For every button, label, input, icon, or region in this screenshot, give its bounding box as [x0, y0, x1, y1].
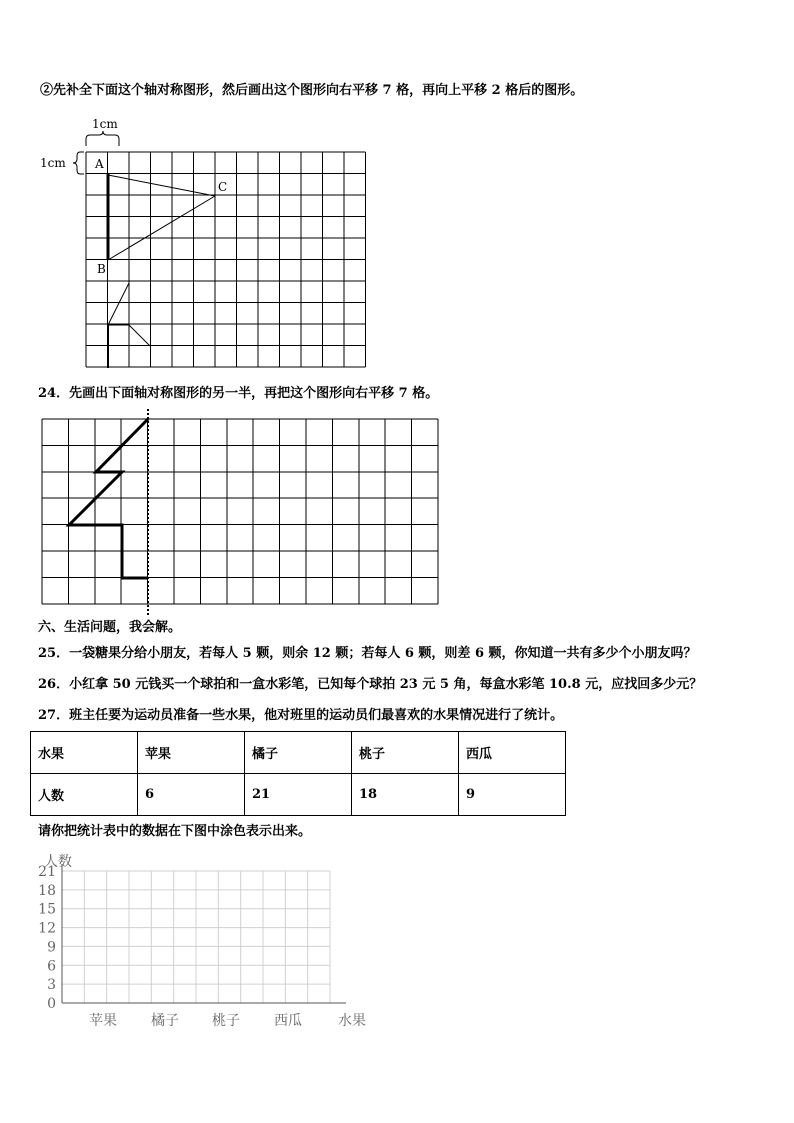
y-tick-label: 15	[38, 901, 56, 918]
table-cell: 6	[138, 774, 245, 816]
point-a-label: A	[95, 157, 104, 171]
chart-x-axis-label: 水果	[338, 1013, 366, 1029]
q27-text: 27．班主任要为运动员准备一些水果，他对班里的运动员们最喜欢的水果情况进行了统计。	[38, 708, 564, 723]
y-tick-label: 12	[38, 920, 56, 937]
chart-y-ticks	[38, 864, 56, 1012]
y-tick-label: 18	[38, 882, 56, 899]
x-category-label: 苹果	[89, 1013, 117, 1029]
table-cell: 18	[352, 774, 459, 816]
section6-heading: 六、生活问题，我会解。	[38, 620, 182, 635]
table-cell: 西瓜	[459, 732, 566, 774]
x-category-label: 橘子	[151, 1013, 179, 1029]
chart-y-axis-label: 人数	[44, 854, 72, 870]
x-category-label: 西瓜	[274, 1013, 302, 1029]
y-tick-label: 3	[47, 977, 56, 994]
y-tick-label: 9	[47, 939, 56, 956]
table-cell: 人数	[31, 774, 138, 816]
q26-text: 26．小红拿 50 元钱买一个球拍和一盒水彩笔，已知每个球拍 23 元 5 角，每盒水彩笔 10.8 元，应找回多少元？	[38, 677, 703, 692]
q25-text: 25．一袋糖果分给小朋友，若每人 5 颗，则余 12 颗；若每人 6 颗，则差 6 颗，你知道一共有多少个小朋友吗？	[38, 646, 697, 661]
table-cell: 橘子	[245, 732, 352, 774]
chart-grid	[62, 865, 346, 1003]
table-cell: 苹果	[138, 732, 245, 774]
y-tick-label: 6	[47, 958, 56, 975]
x-category-label: 桃子	[212, 1013, 240, 1029]
y-tick-label: 21	[38, 864, 56, 880]
point-b-label: B	[97, 262, 106, 276]
chart-categories	[89, 1012, 302, 1029]
scale-label-vertical: 1cm	[40, 156, 66, 170]
q27-instruction: 请你把统计表中的数据在下图中涂色表示出来。	[38, 824, 312, 839]
table-cell: 桃子	[352, 732, 459, 774]
table-cell: 21	[245, 774, 352, 816]
y-tick-label: 0	[47, 996, 56, 1012]
table-cell: 9	[459, 774, 566, 816]
q24-text: 24．先画出下面轴对称图形的另一半，再把这个图形向右平移 7 格。	[38, 386, 439, 401]
scale-label-horizontal: 1cm	[92, 117, 118, 131]
q23-text: ②先补全下面这个轴对称图形，然后画出这个图形向右平移 7 格，再向上平移 2 格后的图形。	[40, 83, 584, 98]
point-c-label: C	[218, 180, 228, 194]
table-cell: 水果	[31, 732, 138, 774]
